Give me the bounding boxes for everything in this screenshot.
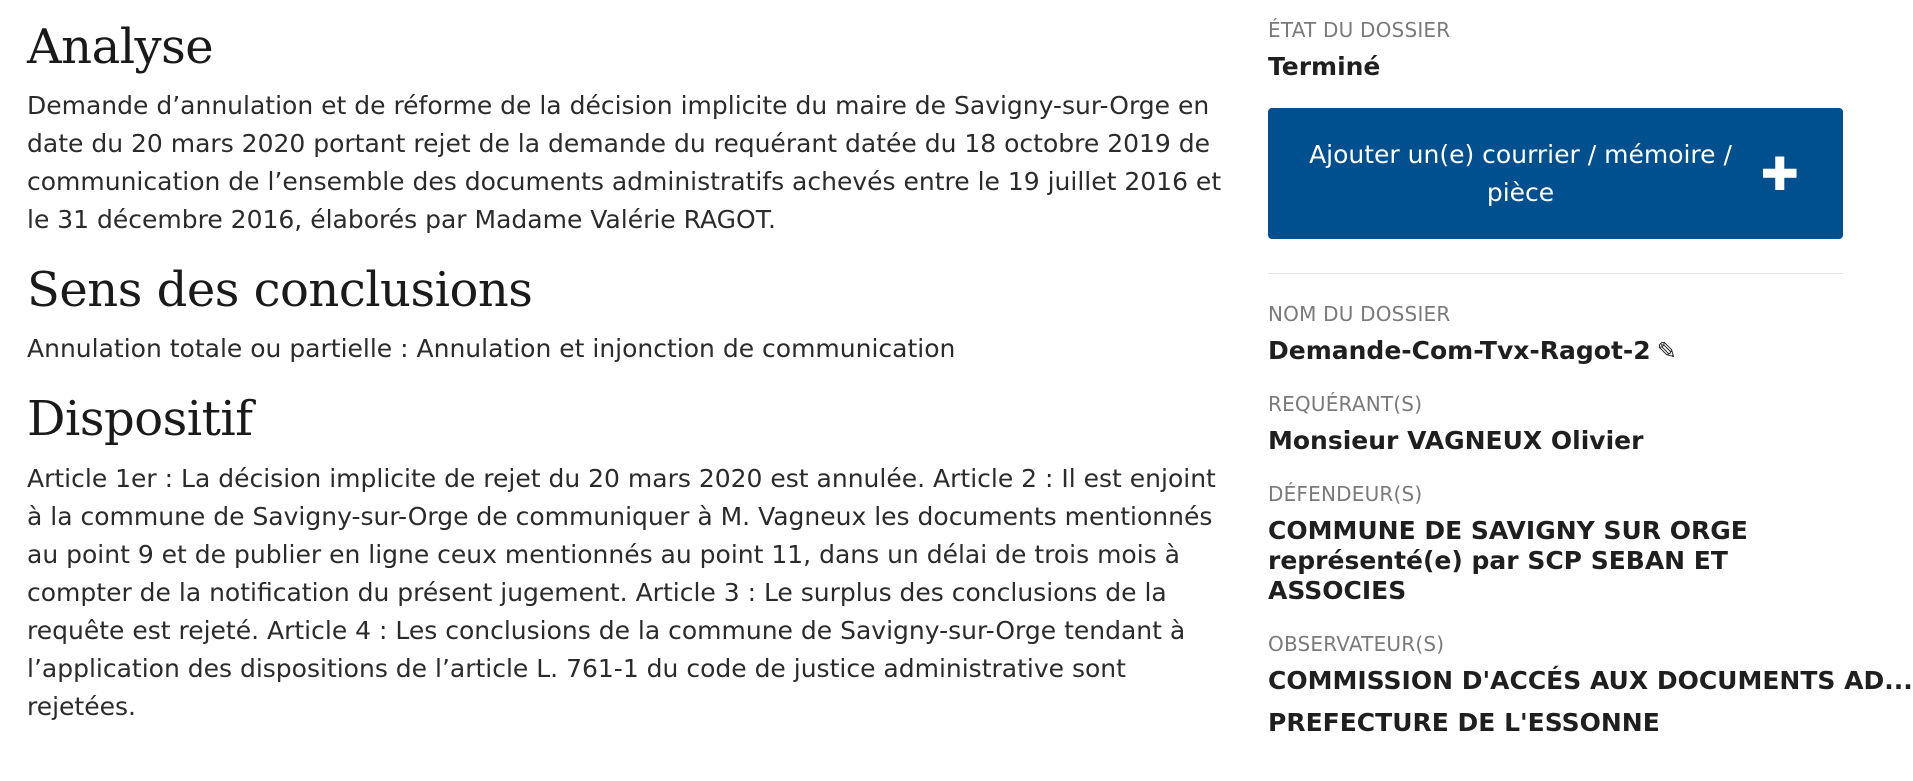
nom-dossier-text: Demande-Com-Tvx-Ragot-2 xyxy=(1268,336,1651,365)
defendeurs-label: DÉFENDEUR(S) xyxy=(1268,482,1423,506)
section-dispositif xyxy=(27,392,1227,725)
section-text-analyse: Demande d’annulation et de réforme de la décision implicite du maire de Savigny-sur-Orge en date du 20 mars 2020 portant rejet de la demande du requérant datée du 18 octobre 2019 de communication de l’ensemble des documents administratifs achevés entre le 19 juillet 2016 et le 31 décembre 2016, élaborés par Madame Valérie RAGOT. xyxy=(27,91,1222,235)
observateurs-label: OBSERVATEUR(S) xyxy=(1268,632,1445,656)
defendeurs-line-1: COMMUNE DE SAVIGNY SUR ORGE xyxy=(1268,516,1748,545)
main-content xyxy=(27,20,1227,750)
add-document-button-label: Ajouter un(e) courrier / mémoire / pièce xyxy=(1309,139,1732,207)
etat-value: Terminé xyxy=(1268,52,1381,81)
requerants-label: REQUÉRANT(S) xyxy=(1268,392,1423,416)
sidebar-divider xyxy=(1268,273,1843,274)
nom-dossier-label: NOM DU DOSSIER xyxy=(1268,302,1451,326)
section-analyse xyxy=(27,20,1227,239)
observateur-item: COMMISSION D'ACCÉS AUX DOCUMENTS AD... xyxy=(1268,666,1913,695)
section-title-dispositif: Dispositif xyxy=(27,391,253,448)
edit-icon[interactable]: ✎ xyxy=(1656,337,1677,365)
section-text-dispositif: Article 1er : La décision implicite de rejet du 20 mars 2020 est annulée. Article 2 : Il est enjoint à la commune de Savigny-sur-Orge de communiquer à M. Vagneux les documents mentionnés au point 9 et de publier en ligne ceux mentionnés au point 11, dans un délai de trois mois à compter de la notification du présent jugement. Article 3 : Le surplus des conclusions de la requête est rejeté. Article 4 : Les conclusions de la commune de Savigny-sur-Orge tendant à l’application des dispositions de l’article L. 761-1 du code de justice administrative sont rejetées. xyxy=(27,463,1216,721)
defendeurs-value xyxy=(1268,516,1843,606)
etat-label: ÉTAT DU DOSSIER xyxy=(1268,18,1451,42)
defendeurs-line-2: représenté(e) par SCP SEBAN ET ASSOCIES xyxy=(1268,546,1728,605)
add-document-button[interactable] xyxy=(1268,108,1843,239)
observateur-item: PREFECTURE DE L'ESSONNE xyxy=(1268,708,1660,737)
requerants-value: Monsieur VAGNEUX Olivier xyxy=(1268,426,1644,455)
section-sens-conclusions xyxy=(27,263,1227,368)
plus-icon: ✚ xyxy=(1760,146,1799,201)
section-title-analyse: Analyse xyxy=(27,19,214,75)
section-title-sens-conclusions: Sens des conclusions xyxy=(27,262,533,319)
nom-dossier-value xyxy=(1268,336,1843,366)
dossier-sidebar xyxy=(1268,18,1913,738)
section-text-sens-conclusions: Annulation totale ou partielle : Annulation et injonction de communication xyxy=(27,334,956,364)
